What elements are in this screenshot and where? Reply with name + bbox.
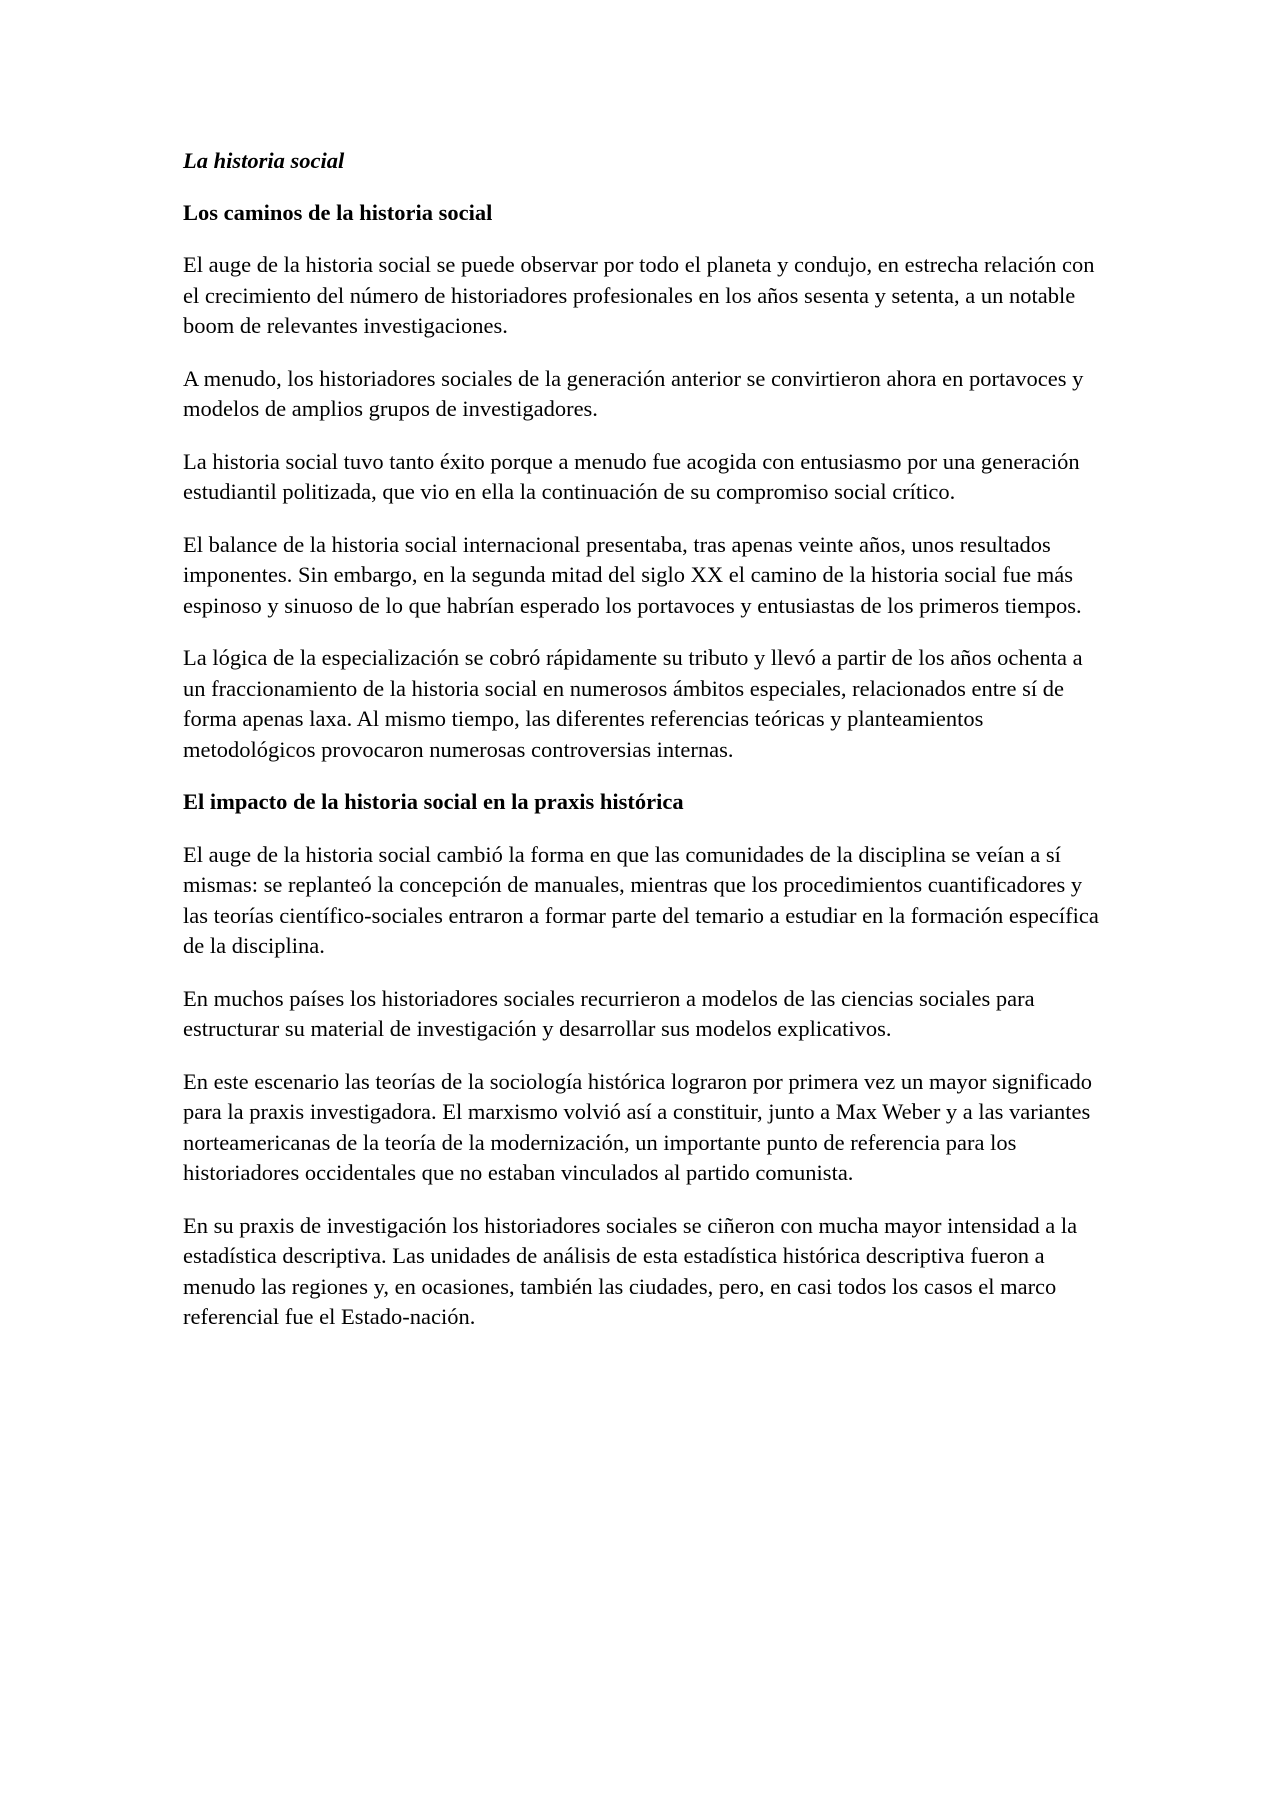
section-heading: Los caminos de la historia social: [183, 199, 493, 225]
paragraph: En este escenario las teorías de la sociología histórica lograron por primera vez un mayor significado para la praxis investigadora. El marxismo volvió así a constituir, junto a Max Weber y a las variantes norteamericanas de la teoría de la modernización, un importante punto de referencia para los historiadores occidentales que no estaban vinculados al partido comunista.: [183, 1068, 1093, 1185]
document-title: La historia social: [183, 148, 345, 173]
paragraph: La lógica de la especialización se cobró rápidamente su tributo y llevó a partir de los años ochenta a un fraccionamiento de la historia social en numerosos ámbitos especiales, relacionados entre sí de forma apenas laxa. Al mismo tiempo, las diferentes referencias teóricas y planteamientos metodológicos provocaron numerosas controversias internas.: [183, 645, 1083, 762]
paragraph: La historia social tuvo tanto éxito porque a menudo fue acogida con entusiasmo por una generación estudiantil politizada, que vio en ella la continuación de su compromiso social crítico.: [183, 448, 1080, 504]
paragraph: En muchos países los historiadores sociales recurrieron a modelos de las ciencias sociales para estructurar su material de investigación y desarrollar sus modelos explicativos.: [183, 985, 1035, 1041]
document-body: [183, 146, 1103, 1355]
paragraph: El balance de la historia social internacional presentaba, tras apenas veinte años, unos resultados imponentes. Sin embargo, en la segunda mitad del siglo XX el camino de la historia social fue más espinoso y sinuoso de lo que habrían esperado los portavoces y entusiastas de los primeros tiempos.: [183, 531, 1082, 618]
paragraph: En su praxis de investigación los historiadores sociales se ciñeron con mucha mayor intensidad a la estadística descriptiva. Las unidades de análisis de esta estadística histórica descriptiva fueron a menudo las regiones y, en ocasiones, también las ciudades, pero, en casi todos los casos el marco referencial fue el Estado-nación.: [183, 1212, 1078, 1329]
section-heading: El impacto de la historia social en la praxis histórica: [183, 789, 684, 814]
paragraph: A menudo, los historiadores sociales de la generación anterior se convirtieron ahora en portavoces y modelos de amplios grupos de investigadores.: [183, 365, 1084, 421]
paragraph: El auge de la historia social se puede observar por todo el planeta y condujo, en estrecha relación con el crecimiento del número de historiadores profesionales en los años sesenta y setenta, a un notable boom de relevantes investigaciones.: [183, 252, 1095, 338]
paragraph: El auge de la historia social cambió la forma en que las comunidades de la disciplina se veían a sí mismas: se replanteó la concepción de manuales, mientras que los procedimientos cuantificadores y las teorías científico-sociales entraron a formar parte del temario a estudiar en la formación específica de la disciplina.: [183, 841, 1099, 958]
